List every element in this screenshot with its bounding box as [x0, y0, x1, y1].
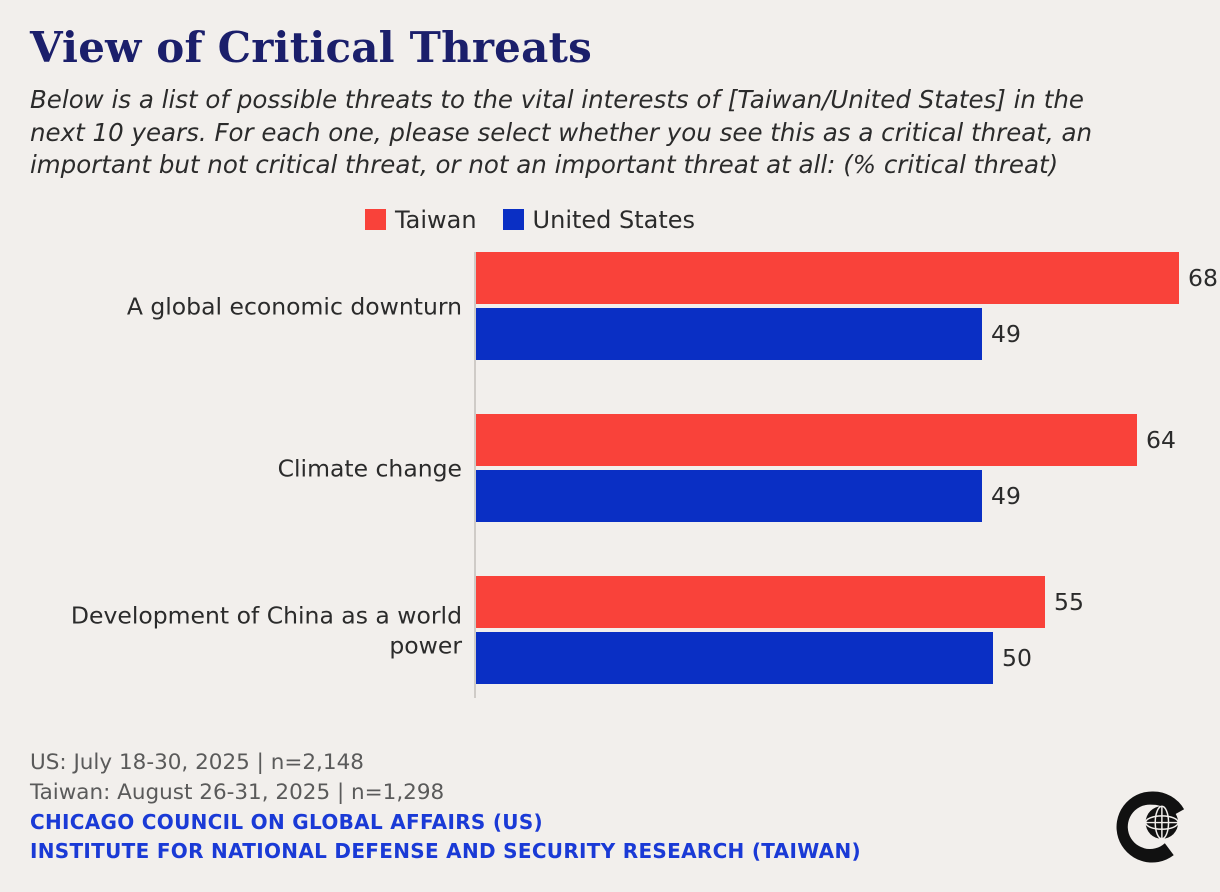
bar-chart [30, 252, 1218, 702]
bar-taiwan[interactable] [476, 576, 1045, 628]
legend-label-united-states: United States [532, 205, 696, 234]
legend-swatch-united-states [503, 209, 524, 230]
bar-group [30, 576, 1190, 686]
bar-value-united-states: 50 [1002, 643, 1032, 672]
bar-taiwan[interactable] [476, 252, 1179, 304]
bar-united-states[interactable] [476, 308, 982, 360]
chicago-council-logo-icon [1116, 790, 1190, 864]
legend-item-taiwan[interactable] [365, 206, 477, 234]
bar-row [476, 470, 1021, 522]
bar-row [476, 414, 1176, 466]
category-label: Development of China as a world power [70, 601, 462, 660]
legend-label-taiwan: Taiwan [394, 205, 477, 234]
legend-item-united-states[interactable] [503, 206, 696, 234]
bar-taiwan[interactable] [476, 414, 1137, 466]
bar-row [476, 308, 1021, 360]
bar-value-united-states: 49 [991, 319, 1021, 348]
category-label: A global economic downturn [126, 292, 462, 321]
bar-row [476, 576, 1084, 628]
bar-value-taiwan: 55 [1054, 587, 1084, 616]
org-taiwan: INSTITUTE FOR NATIONAL DEFENSE AND SECURITY RESEARCH (TAIWAN) [30, 839, 861, 863]
category-label: Climate change [277, 454, 462, 483]
bar-row [476, 632, 1032, 684]
org-us: CHICAGO COUNCIL ON GLOBAL AFFAIRS (US) [30, 810, 543, 834]
source-us: US: July 18-30, 2025 | n=2,148 [30, 749, 364, 775]
bar-united-states[interactable] [476, 470, 982, 522]
bar-united-states[interactable] [476, 632, 993, 684]
chart-footer [30, 748, 1190, 866]
bar-value-united-states: 49 [991, 481, 1021, 510]
page-title: View of Critical Threats [30, 23, 592, 72]
chart-subtitle: Below is a list of possible threats to the vital interests of [Taiwan/United States] in the next 10 years. For each one, please select whether you see this as a critical threat, an important but not critical threat, or not an important threat at all: (% critical threat) [30, 85, 1093, 180]
bar-row [476, 252, 1218, 304]
bar-value-taiwan: 68 [1188, 263, 1218, 292]
source-taiwan: Taiwan: August 26-31, 2025 | n=1,298 [30, 779, 445, 805]
bar-group [30, 252, 1218, 362]
bar-group [30, 414, 1190, 524]
bar-value-taiwan: 64 [1146, 425, 1176, 454]
chart-legend [0, 206, 1190, 234]
legend-swatch-taiwan [365, 209, 386, 230]
